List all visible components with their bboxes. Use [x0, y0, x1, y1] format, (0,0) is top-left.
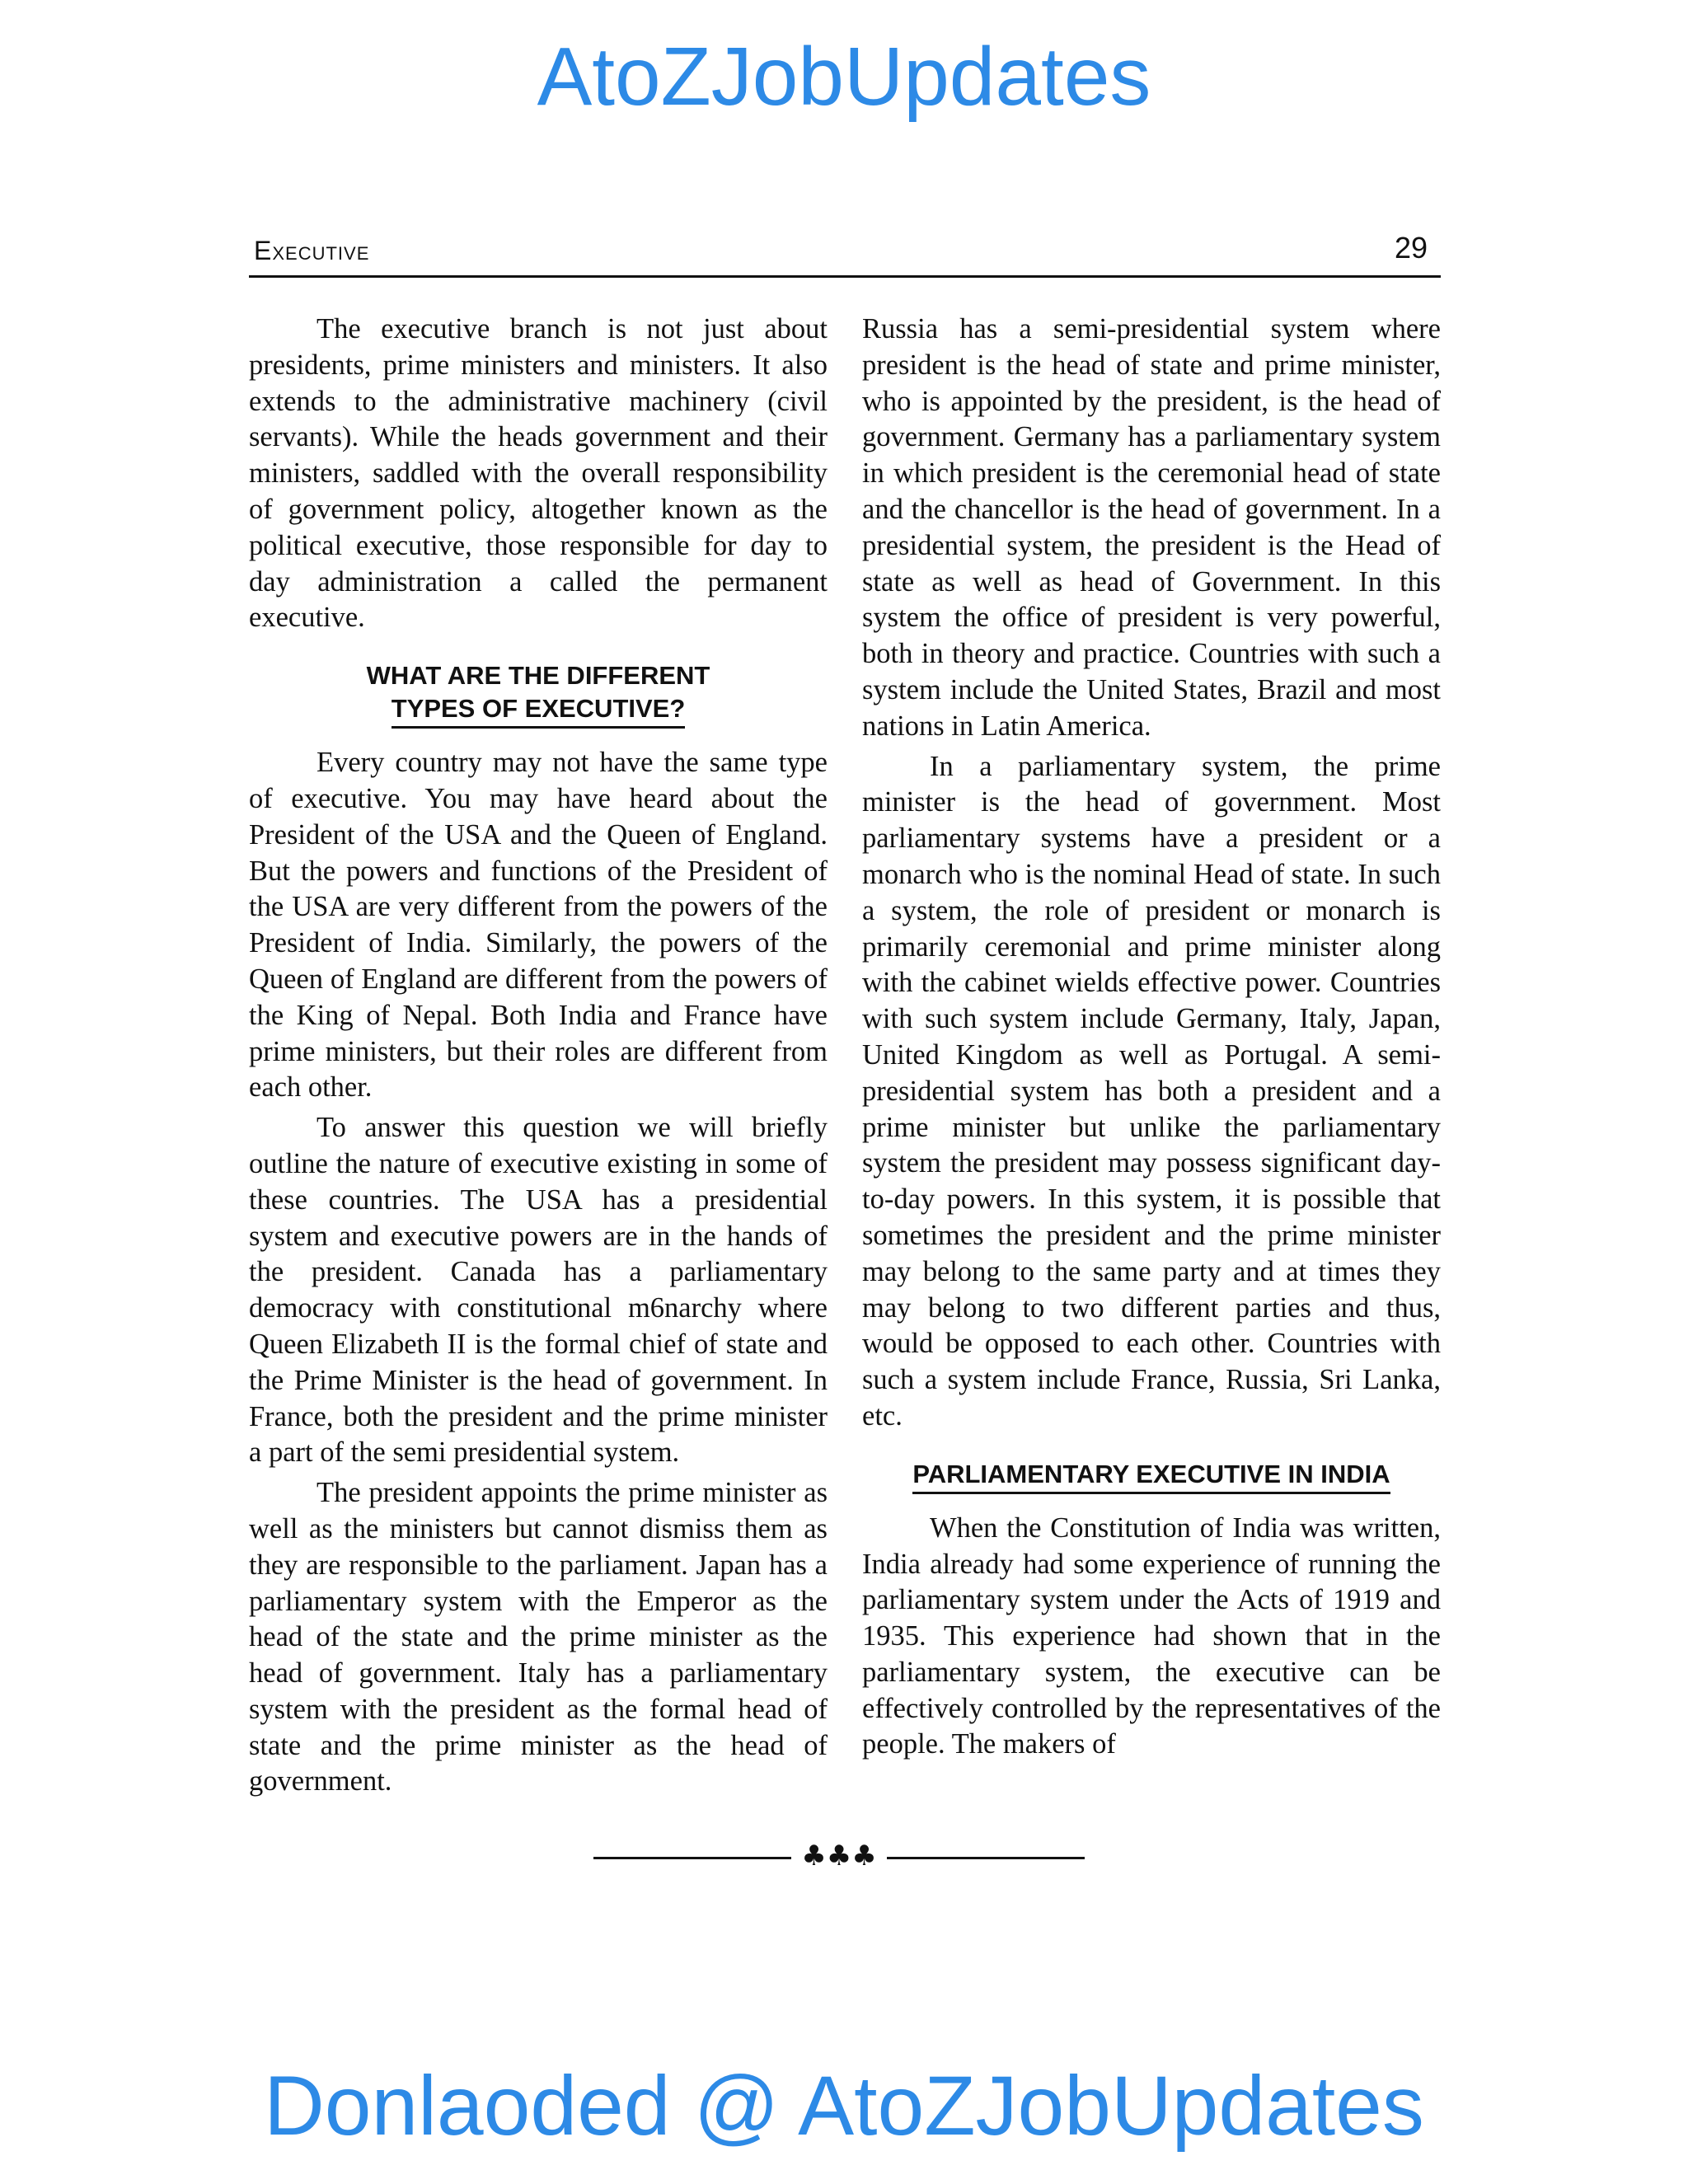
page-number: 29	[1394, 231, 1428, 265]
footer-rule-left	[593, 1857, 791, 1859]
paragraph: To answer this question we will briefly outline the nature of executive existing in some of these countries. The USA has a presidential system and executive powers are in the hands of the president. Canada has a parliamentary democracy with constitutional m6narchy where Queen Elizabeth II is the formal chief of state and the Prime Minister is the head of government. In France, both the president and the prime minister a part of the semi presidential system.	[249, 1112, 828, 1469]
chapter-title: Executive	[254, 236, 370, 265]
running-header	[249, 229, 1441, 278]
watermark-bottom: Donlaoded @ AtoZJobUpdates	[264, 2059, 1424, 2153]
paragraph: Russia has a semi-presidential system where president is the head of state and prime minister, who is appointed by the president, is the head of government. Germany has a parliamentary system in which president is the ceremonial head of state and the chancellor is the head of government. In a presidential system, the president is the Head of state as well as head of Government. In this system the office of president is very powerful, both in theory and practice. Countries with such a system include the United States, Brazil and most nations in Latin America.	[862, 313, 1441, 742]
club-ornament-icon: ♣♣♣	[801, 1840, 877, 1872]
section-heading-parliamentary-executive	[862, 1458, 1441, 1494]
paragraph: The executive branch is not just about presidents, prime ministers and ministers. It also extends to the administrative machinery (civil servants). While the heads government and their ministers, saddled with the overall responsibility of government policy, altogether known as the political executive, those responsible for day to day administration a called the permanent executive.	[249, 313, 828, 634]
footer-rule-right	[887, 1857, 1085, 1859]
paragraph: Every country may not have the same type of executive. You may have heard about the President of the USA and the Queen of England. But the powers and functions of the President of the USA are very different from the powers of the President of India. Similarly, the powers of the Queen of England are different from the powers of the King of Nepal. Both India and France have prime ministers, but their roles are different from each other.	[249, 747, 828, 1104]
heading-line: WHAT ARE THE DIFFERENT	[366, 661, 710, 691]
right-column	[862, 312, 1441, 1767]
heading-line: TYPES OF EXECUTIVE?	[392, 692, 686, 729]
paragraph: The president appoints the prime minister as well as the ministers but cannot dismiss them as they are responsible to the parliament. Japan has a parliamentary system with the Emperor as the head of the state and the prime minister as the head of government. Italy has a parliamentary system with the president as the formal head of state and the prime minister as the head of government.	[249, 1477, 828, 1797]
paragraph: When the Constitution of India was written, India already had some experience of running the parliamentary system under the Acts of 1919 and 1935. This experience had shown that in the parliamentary system, the executive can be effectively controlled by the representatives of the people. The makers of	[862, 1511, 1441, 1760]
section-heading-types-of-executive	[249, 659, 828, 729]
watermark-top: AtoZJobUpdates	[537, 30, 1151, 123]
heading-line: PARLIAMENTARY EXECUTIVE IN INDIA	[912, 1458, 1390, 1494]
paragraph: In a parliamentary system, the prime minister is the head of government. Most parliamentary systems have a president or a monarch who is the nominal Head of state. In such a system, the role of president or monarch is primarily ceremonial and prime minister along with the cabinet wields effective power. Countries with such system include Germany, Italy, Japan, United Kingdom as well as Portugal. A semi-presidential system has both a president and a prime minister but unlike the parliamentary system the president may possess significant day-to-day powers. In this system, it is possible that sometimes the president and the prime minister may belong to the same party and at times they may belong to two different parties and thus, would be opposed to each other. Countries with such a system include France, Russia, Sri Lanka, etc.	[862, 750, 1441, 1432]
left-column	[249, 312, 828, 1804]
